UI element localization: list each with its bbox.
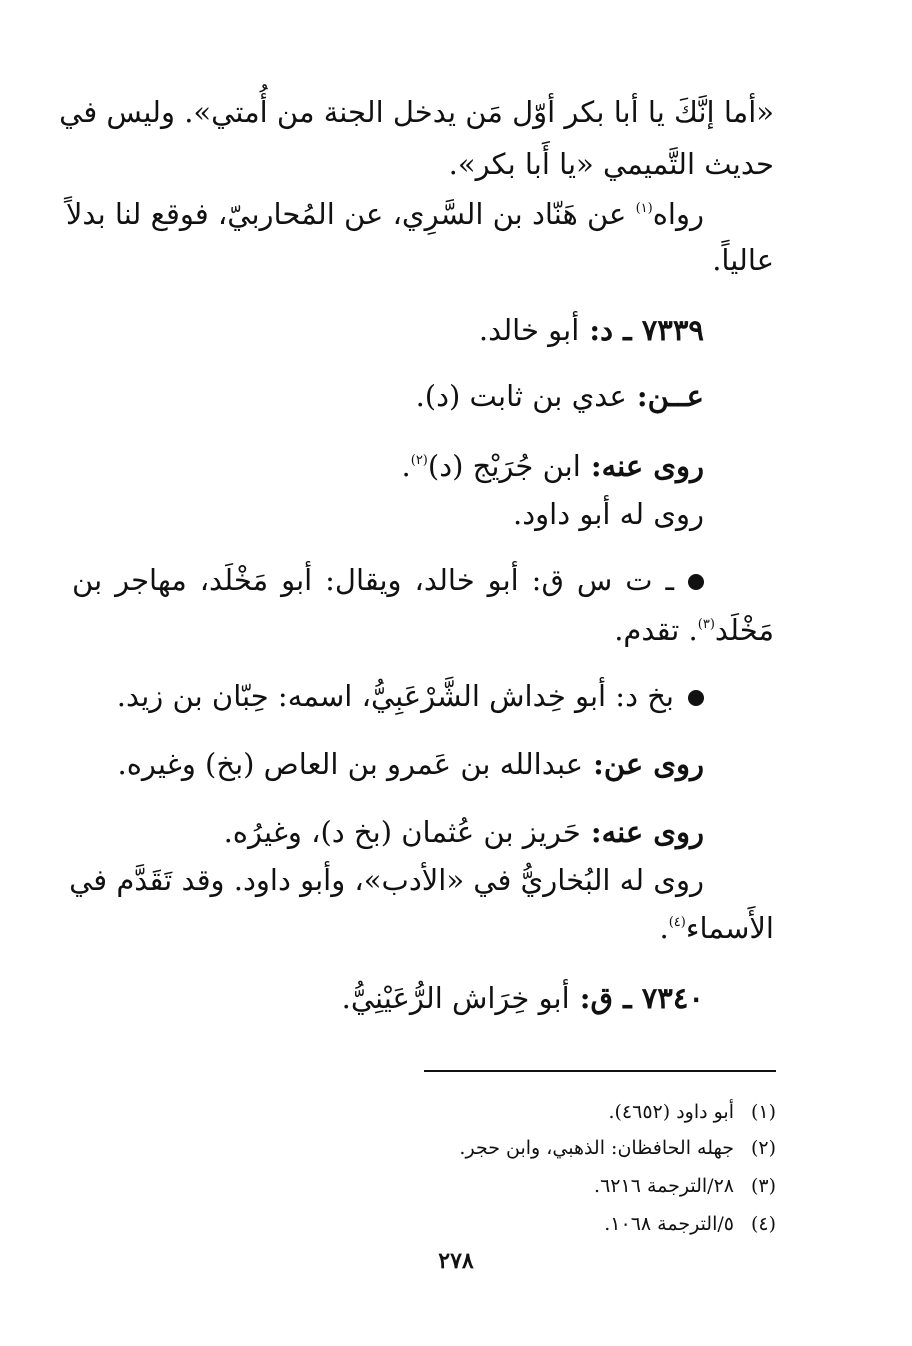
footnote-ref-2[interactable]: (٢) bbox=[410, 453, 428, 468]
entry-7339-heading: ٧٣٣٩ ـ د: أبو خالد. bbox=[478, 313, 704, 347]
footnote-ref-3[interactable]: (٣) bbox=[697, 617, 715, 632]
entry-kunya-1-cont: مَخْلَد$^{(٣)}$. تقدم. bbox=[614, 613, 774, 647]
entry-kunya-2: بخ د: أبو خِداش الشَّرْعَبِيُّ، اسمه: حِبّان بن زيد. bbox=[70, 676, 704, 716]
page-number: ٢٧٨ bbox=[438, 1248, 474, 1274]
entry-7339-rawa-lahu: روى له أبو داود. bbox=[513, 497, 704, 531]
footnote-separator bbox=[424, 1070, 776, 1072]
footnote-ref-4[interactable]: (٤) bbox=[668, 915, 686, 930]
footnote-ref-1[interactable]: (١) bbox=[635, 201, 653, 216]
bullet-dot-icon bbox=[688, 574, 704, 590]
text-line-1: «أما إنَّكَ يا أبا بكر أوّل مَن يدخل الجنة من أُمتي». وليس في bbox=[59, 95, 774, 129]
entry-7339-an: عــن: عدي بن ثابت (د). bbox=[415, 379, 704, 413]
footnote-3: (٣)٢٨/الترجمة ٦٢١٦. bbox=[594, 1175, 776, 1197]
entry-kunya-2-rawa-lahu: روى له البُخاريُّ في «الأدب»، وأبو داود. وقد تَقَدَّم في bbox=[69, 863, 704, 897]
entry-kunya-2-rawa-anhu: روى عنه: حَريز بن عُثمان (بخ د)، وغيرُه. bbox=[223, 815, 704, 849]
entry-kunya-1: ـ ت س ق: أبو خالد، ويقال: أبو مَخْلَد، مهاجر بن bbox=[72, 560, 704, 600]
footnote-2: (٢)جهله الحافظان: الذهبي، وابن حجر. bbox=[459, 1137, 776, 1159]
text-line-2: حديث التَّميمي «يا أَبا بكر». bbox=[448, 147, 774, 181]
text-line-4: عالياً. bbox=[712, 243, 774, 277]
entry-kunya-2-an: روى عن: عبدالله بن عَمرو بن العاص (بخ) وغيره. bbox=[117, 747, 704, 781]
entry-kunya-2-rawa-lahu-cont: الأَسماء$^{(٤)}$. bbox=[659, 911, 774, 945]
entry-7339-rawa-anhu: روى عنه: ابن جُرَيْج (د)$^{(٢)}$. bbox=[401, 449, 704, 483]
footnote-4: (٤)٥/الترجمة ١٠٦٨. bbox=[604, 1213, 776, 1235]
footnote-1: (١)أبو داود (٤٦٥٢). bbox=[608, 1101, 776, 1123]
entry-7340-heading: ٧٣٤٠ ـ ق: أبو خِرَاش الرُّعَيْنِيُّ. bbox=[341, 981, 704, 1015]
text-line-3: رواه$^{(١)}$ عن هَنّاد بن السَّرِي، عن المُحاربيّ، فوقع لنا بدلاً bbox=[65, 197, 704, 231]
bullet-dot-icon bbox=[688, 690, 704, 706]
